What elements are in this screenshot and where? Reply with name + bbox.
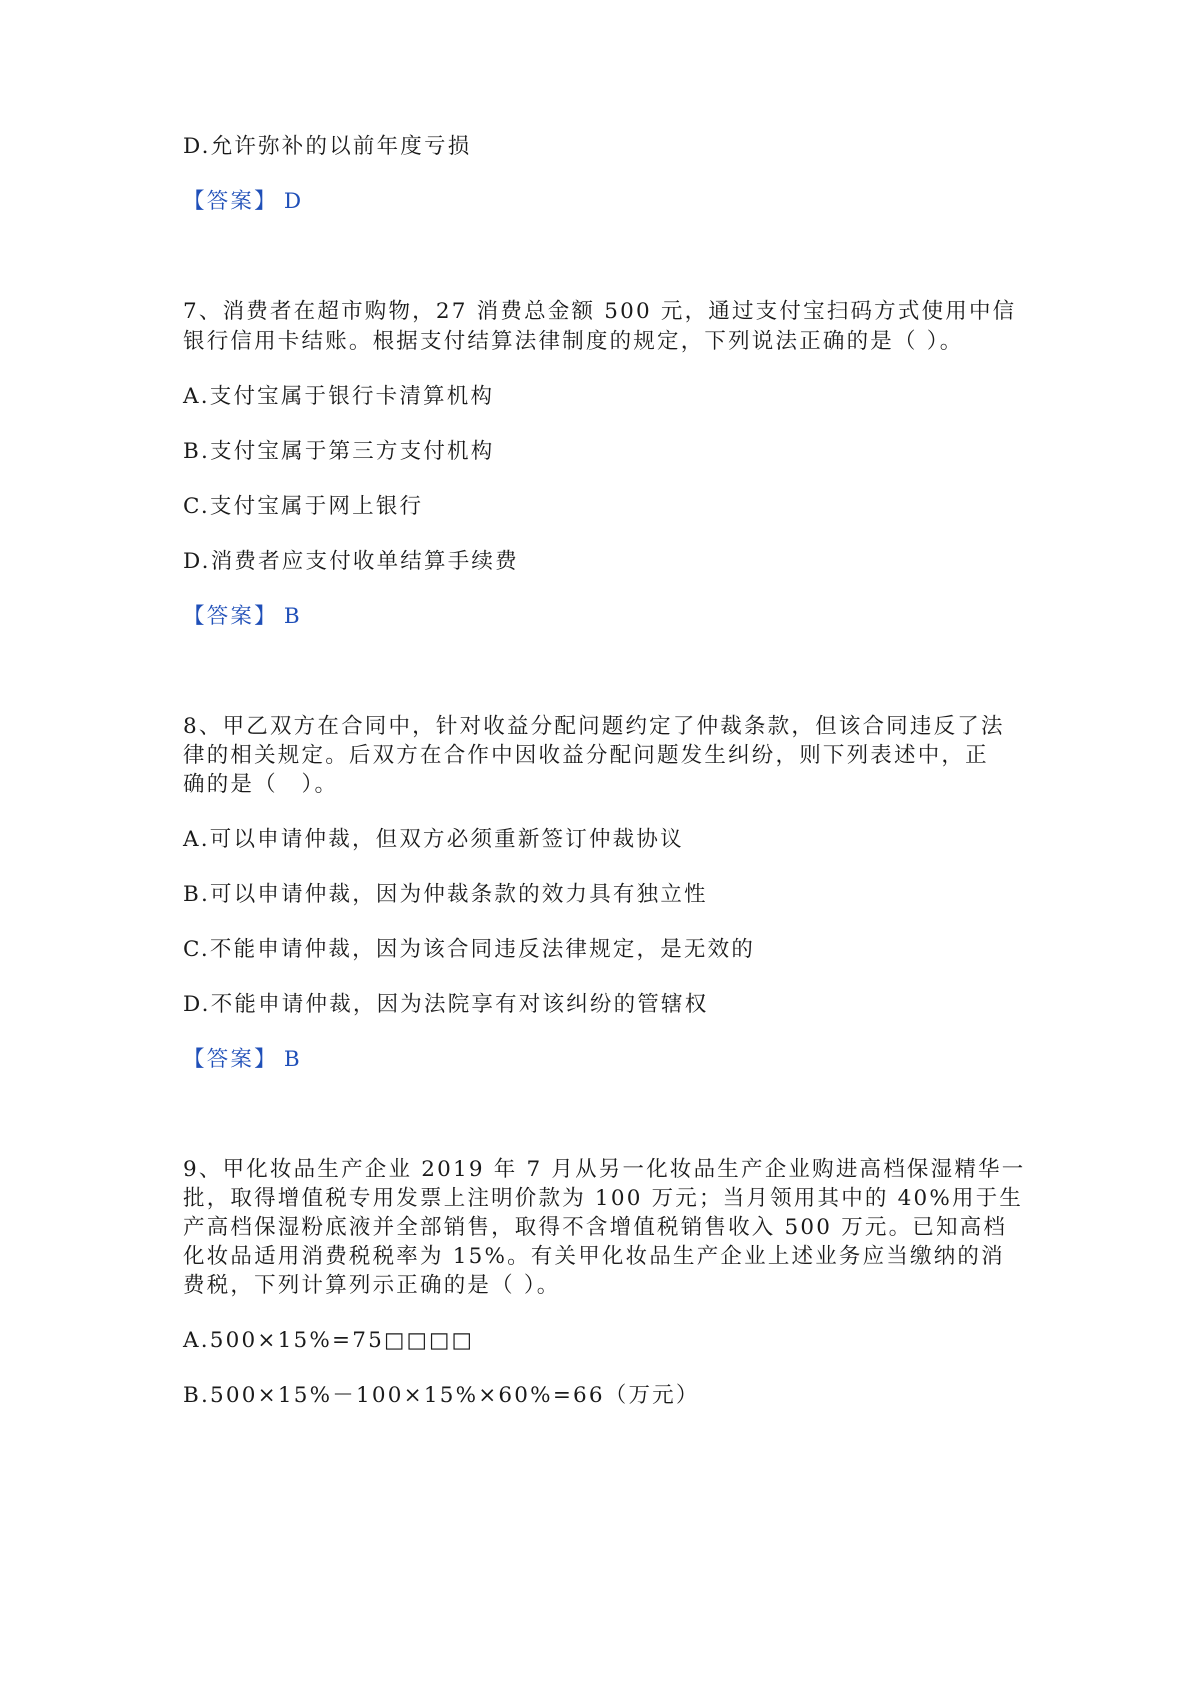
q7-answer — [183, 602, 1023, 632]
q7-option-c: C.支付宝属于网上银行 — [183, 494, 424, 519]
q9-stem-line-5: 费税，下列计算列示正确的是（ ）。 — [183, 1273, 561, 1298]
answer-value: B — [283, 1047, 302, 1072]
q8-stem-line-2: 律的相关规定。后双方在合作中因收益分配问题发生纠纷，则下列表述中，正 — [183, 743, 989, 768]
q9-option-b: B.500×15%－100×15%×60%=66（万元） — [183, 1383, 700, 1408]
answer-label: 【答案】 — [183, 604, 278, 629]
q9-stem-line-1: 9、甲化妆品生产企业 2019 年 7 月从另一化妆品生产企业购进高档保湿精华一 — [183, 1157, 1026, 1182]
q7-stem-line-1: 7、消费者在超市购物，27 消费总金额 500 元，通过支付宝扫码方式使用中信 — [183, 299, 1017, 324]
q9-stem-line-4: 化妆品适用消费税税率为 15%。有关甲化妆品生产企业上述业务应当缴纳的消 — [183, 1244, 1005, 1269]
answer-label: 【答案】 — [183, 1047, 278, 1072]
q7-option-a: A.支付宝属于银行卡清算机构 — [183, 384, 495, 409]
q9-option-a: A.500×15%=75□□□□ — [183, 1328, 475, 1353]
q6-option-d: D.允许弥补的以前年度亏损 — [183, 134, 472, 159]
q8-stem-line-3: 确的是（ ）。 — [183, 772, 339, 797]
q6-answer — [183, 187, 1023, 217]
q8-option-c: C.不能申请仲裁，因为该合同违反法律规定，是无效的 — [183, 937, 756, 962]
answer-label: 【答案】 — [183, 189, 278, 214]
q8-option-a: A.可以申请仲裁，但双方必须重新签订仲裁协议 — [183, 827, 684, 852]
q7-stem-line-2: 银行信用卡结账。根据支付结算法律制度的规定，下列说法正确的是（ ）。 — [183, 329, 964, 354]
q9-stem-line-3: 产高档保湿粉底液并全部销售，取得不含增值税销售收入 500 万元。已知高档 — [183, 1215, 1008, 1240]
q8-option-b: B.可以申请仲裁，因为仲裁条款的效力具有独立性 — [183, 882, 708, 907]
q7-option-b: B.支付宝属于第三方支付机构 — [183, 439, 495, 464]
q7-option-d: D.消费者应支付收单结算手续费 — [183, 549, 519, 574]
q9-stem-line-2: 批，取得增值税专用发票上注明价款为 100 万元；当月领用其中的 40%用于生 — [183, 1186, 1024, 1211]
q8-answer — [183, 1045, 1023, 1075]
q8-stem-line-1: 8、甲乙双方在合同中，针对收益分配问题约定了仲裁条款，但该合同违反了法 — [183, 714, 1005, 739]
answer-value: B — [283, 604, 302, 629]
q8-option-d: D.不能申请仲裁，因为法院享有对该纠纷的管辖权 — [183, 992, 709, 1017]
answer-value: D — [283, 189, 304, 214]
